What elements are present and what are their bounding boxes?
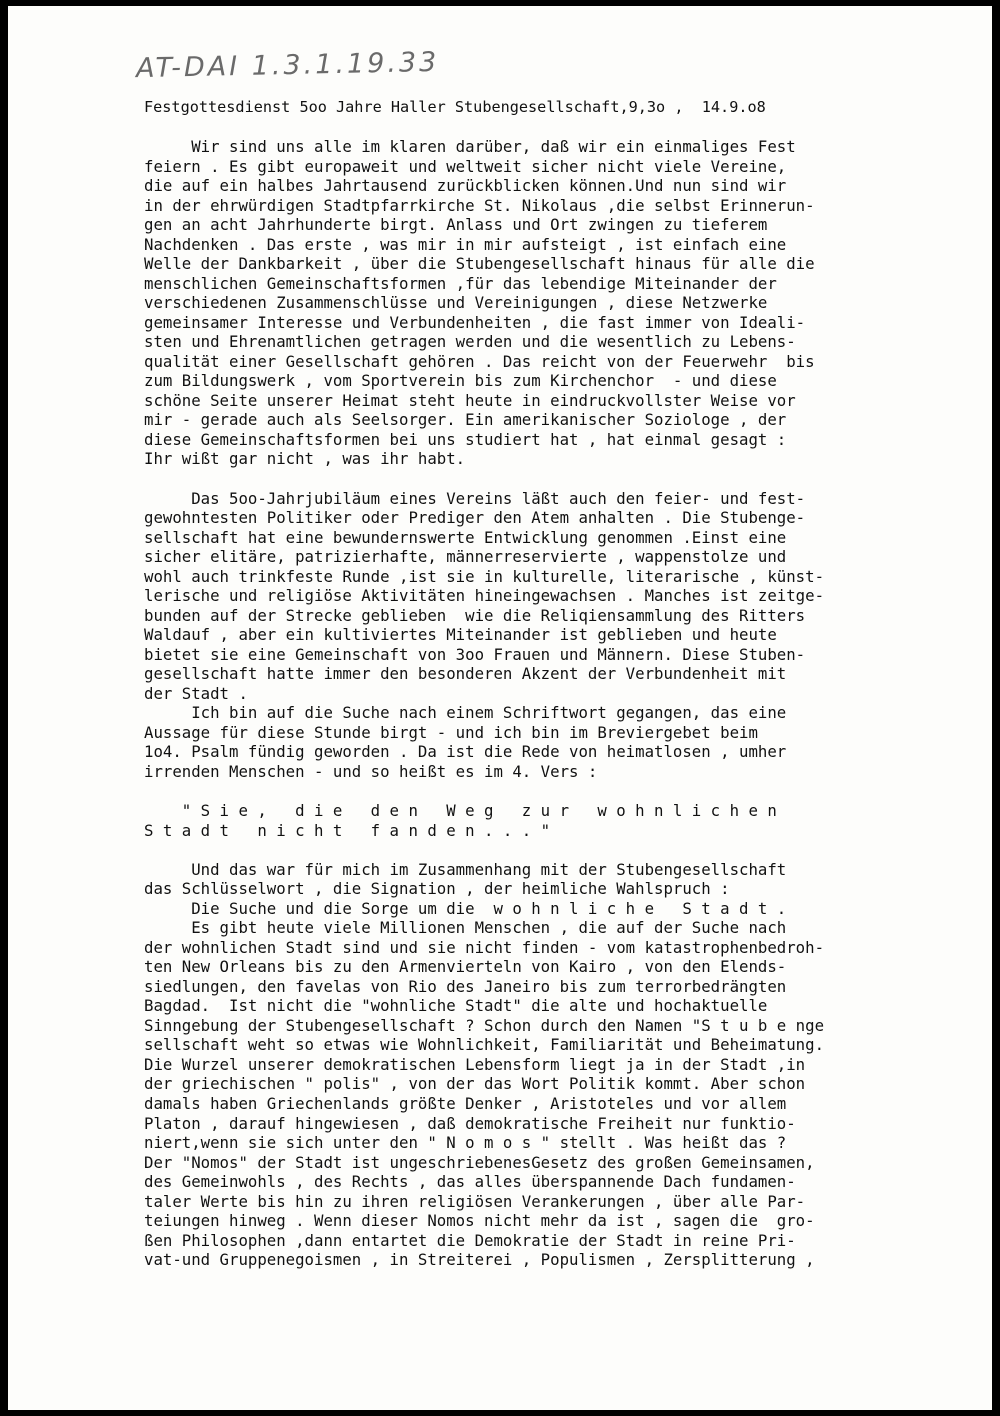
text-line: damals haben Griechenlands größte Denker , Aristoteles und vor allem	[144, 1093, 787, 1113]
text-line: bietet sie eine Gemeinschaft von 3oo Frauen und Männern. Diese Stuben-	[144, 644, 806, 664]
text-line: irrenden Menschen - und so heißt es im 4. Vers :	[144, 761, 598, 781]
text-line: feiern . Es gibt europaweit und weltweit sicher nicht viele Vereine,	[144, 156, 787, 176]
text-line: Bagdad. Ist nicht die "wohnliche Stadt" die alte und hochaktuelle	[144, 996, 768, 1016]
archive-signature-mark: AT-DAI 1.3.1.19.33	[135, 46, 440, 85]
text-line: Die Suche und die Sorge um die w o h n l i c h e S t a d t .	[144, 898, 787, 918]
text-line: " S i e , d i e d e n W e g z u r w o h n l i c h e n	[144, 801, 777, 821]
text-line: teiungen hinweg . Wenn dieser Nomos nicht mehr da ist , sagen die gro-	[144, 1211, 815, 1231]
text-line: Welle der Dankbarkeit , über die Stubengesellschaft hinaus für alle die	[144, 254, 815, 274]
text-line: Es gibt heute viele Millionen Menschen , die auf der Suche nach	[144, 918, 787, 938]
text-line: menschlichen Gemeinschaftsformen ,für das lebendige Miteinander der	[144, 273, 777, 293]
text-line: 1o4. Psalm fündig geworden . Da ist die Rede von heimatlosen , umher	[144, 742, 787, 762]
text-line: vat-und Gruppenegoismen , in Streiterei , Populismen , Zersplitterung ,	[144, 1250, 815, 1270]
text-line: Waldauf , aber ein kultiviertes Miteinander ist geblieben und heute	[144, 625, 777, 645]
text-line: Ihr wißt gar nicht , was ihr habt.	[144, 449, 466, 469]
text-line: der griechischen " polis" , von der das Wort Politik kommt. Aber schon	[144, 1074, 806, 1094]
text-line: der wohnlichen Stadt sind und sie nicht finden - vom katastrophenbedroh-	[144, 937, 825, 957]
text-line: ßen Philosophen ,dann entartet die Demokratie der Stadt in reine Pri-	[144, 1230, 796, 1250]
text-line: das Schlüsselwort , die Signation , der heimliche Wahlspruch :	[144, 879, 730, 899]
text-line: gesellschaft hatte immer den besonderen Akzent der Verbundenheit mit	[144, 664, 787, 684]
text-line: wohl auch trinkfeste Runde ,ist sie in kulturelle, literarische , künst-	[144, 566, 825, 586]
text-line: Platon , darauf hingewiesen , daß demokratische Freiheit nur funktio-	[144, 1113, 796, 1133]
text-line: niert,wenn sie sich unter den " N o m o s " stellt . Was heißt das ?	[144, 1133, 787, 1153]
text-line: siedlungen, den favelas von Rio des Janeiro bis zum terrorbedrängten	[144, 976, 787, 996]
text-line: Ich bin auf die Suche nach einem Schriftwort gegangen, das eine	[144, 703, 787, 723]
text-line: der Stadt .	[144, 683, 248, 703]
text-line: gen an acht Jahrhunderte birgt. Anlass und Ort zwingen zu tieferem	[144, 215, 768, 235]
text-line: gewohntesten Politiker oder Prediger den Atem anhalten . Die Stubenge-	[144, 508, 806, 528]
text-line: bunden auf der Strecke geblieben wie die Reliqiensammlung des Ritters	[144, 605, 806, 625]
text-line: Der "Nomos" der Stadt ist ungeschriebenesGesetz des großen Gemeinsamen,	[144, 1152, 815, 1172]
text-line: Wir sind uns alle im klaren darüber, daß wir ein einmaliges Fest	[144, 137, 796, 156]
text-line: in der ehrwürdigen Stadtpfarrkirche St. Nikolaus ,die selbst Erinnerun-	[144, 195, 815, 215]
text-line: die auf ein halbes Jahrtausend zurückblicken können.Und nun sind wir	[144, 176, 787, 196]
text-line: Nachdenken . Das erste , was mir in mir aufsteigt , ist einfach eine	[144, 234, 787, 254]
text-line: des Gemeinwohls , des Rechts , das alles überspannende Dach fundamen-	[144, 1172, 796, 1192]
text-line: lerische und religiöse Aktivitäten hineingewachsen . Manches ist zeitge-	[144, 586, 825, 606]
text-line: diese Gemeinschaftsformen bei uns studiert hat , hat einmal gesagt :	[144, 429, 787, 449]
document-page	[8, 6, 992, 1410]
text-line: schöne Seite unserer Heimat steht heute in eindruckvollster Weise vor	[144, 390, 796, 410]
text-line: zum Bildungswerk , vom Sportverein bis zum Kirchenchor - und diese	[144, 371, 777, 391]
text-line: qualität einer Gesellschaft gehören . Das reicht von der Feuerwehr bis	[144, 351, 815, 371]
text-line: verschiedenen Zusammenschlüsse und Vereinigungen , diese Netzwerke	[144, 293, 768, 313]
text-line: sellschaft weht so etwas wie Wohnlichkeit, Familiarität und Beheimatung.	[144, 1035, 825, 1055]
text-line: taler Werte bis hin zu ihren religiösen Verankerungen , über alle Par-	[144, 1191, 806, 1211]
document-header: Festgottesdienst 5oo Jahre Haller Stubengesellschaft,9,3o , 14.9.o8	[144, 98, 766, 116]
text-line: sicher elitäre, patrizierhafte, männerreservierte , wappenstolze und	[144, 547, 787, 567]
text-line: sellschaft hat eine bewundernswerte Entwicklung genommen .Einst eine	[144, 527, 787, 547]
text-line: Das 5oo-Jahrjubiläum eines Vereins läßt auch den feier- und fest-	[144, 488, 806, 508]
text-line: Und das war für mich im Zusammenhang mit der Stubengesellschaft	[144, 859, 787, 879]
text-line: mir - gerade auch als Seelsorger. Ein amerikanischer Soziologe , der	[144, 410, 787, 430]
text-line: sten und Ehrenamtlichen getragen werden und die wesentlich zu Lebens-	[144, 332, 796, 352]
text-line: Aussage für diese Stunde birgt - und ich bin im Breviergebet beim	[144, 722, 758, 742]
text-line: gemeinsamer Interesse und Verbundenheiten , die fast immer von Ideali-	[144, 312, 806, 332]
text-line: ten New Orleans bis zu den Armenvierteln von Kairo , von den Elends-	[144, 957, 787, 977]
text-line: S t a d t n i c h t f a n d e n . . . "	[144, 820, 551, 840]
text-line: Sinngebung der Stubengesellschaft ? Schon durch den Namen "S t u b e nge	[144, 1015, 825, 1035]
text-line: Die Wurzel unserer demokratischen Lebensform liegt ja in der Stadt ,in	[144, 1054, 806, 1074]
